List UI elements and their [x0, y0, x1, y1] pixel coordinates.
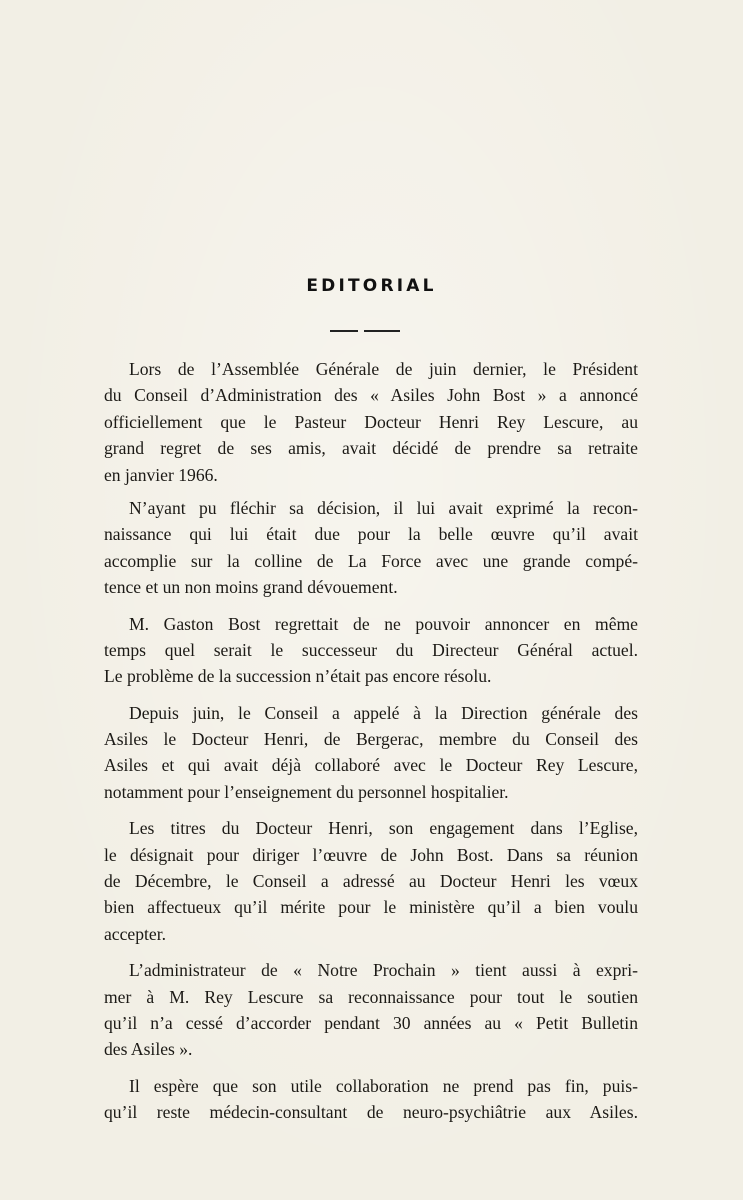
- text-line: Lors de l’Assemblée Générale de juin dernier, le Président: [129, 359, 638, 379]
- text-line: L’administrateur de « Notre Prochain » tient aussi à expri-: [129, 960, 638, 981]
- text-line: tence et un non moins grand dévouement.: [104, 577, 398, 598]
- text-line: notamment pour l’enseignement du personnel hospitalier.: [104, 781, 509, 802]
- paragraph-4: [104, 700, 638, 806]
- paragraph-2: [104, 495, 638, 601]
- text-line: accepter.: [104, 923, 167, 944]
- paragraph-5: [104, 815, 638, 947]
- text-line: M. Gaston Bost regrettait de ne pouvoir annoncer en même: [129, 613, 638, 634]
- title-rule-right: [364, 330, 400, 332]
- text-line: naissance qui lui était due pour la belle œuvre qu’il avait: [104, 524, 638, 545]
- text-line: accomplie sur la colline de La Force avec une grande compé-: [104, 550, 638, 571]
- text-line: qu’il reste médecin-consultant de neuro-psychiâtrie aux Asiles.: [104, 1102, 638, 1123]
- text-line: mer à M. Rey Lescure sa reconnaissance pour tout le soutien: [104, 986, 638, 1007]
- text-line: Il espère que son utile collaboration ne prend pas fin, puis-: [129, 1075, 638, 1096]
- text-line: Depuis juin, le Conseil a appelé à la Direction générale des: [129, 702, 638, 723]
- text-line: Les titres du Docteur Henri, son engagement dans l’Eglise,: [129, 818, 638, 839]
- text-line: Asiles et qui avait déjà collaboré avec le Docteur Rey Lescure,: [104, 755, 638, 776]
- paragraph-3: [104, 611, 638, 690]
- text-line: le désignait pour diriger l’œuvre de John Bost. Dans sa réunion: [104, 844, 638, 865]
- text-line: Asiles le Docteur Henri, de Bergerac, membre du Conseil des: [104, 729, 638, 750]
- text-line: qu’il n’a cessé d’accorder pendant 30 années au « Petit Bulletin: [104, 1012, 638, 1033]
- article-body: [104, 356, 638, 1136]
- page-title: EDITORIAL: [306, 276, 437, 296]
- text-line: grand regret de ses amis, avait décidé de prendre sa retraite: [104, 438, 638, 459]
- text-line: N’ayant pu fléchir sa décision, il lui avait exprimé la recon-: [129, 497, 638, 518]
- text-line: bien affectueux qu’il mérite pour le ministère qu’il a bien voulu: [104, 897, 638, 918]
- text-line: des Asiles ».: [104, 1039, 193, 1060]
- text-line: temps quel serait le successeur du Directeur Général actuel.: [104, 639, 638, 660]
- text-line: en janvier 1966.: [104, 464, 218, 485]
- text-line: officiellement que le Pasteur Docteur Henri Rey Lescure, au: [104, 411, 638, 432]
- text-line: de Décembre, le Conseil a adressé au Docteur Henri les vœux: [104, 871, 638, 892]
- text-line: Le problème de la succession n’était pas encore résolu.: [104, 666, 492, 687]
- paragraph-1: [104, 356, 638, 488]
- text-line: du Conseil d’Administration des « Asiles John Bost » a annoncé: [104, 385, 638, 406]
- title-rule-left: [330, 330, 358, 332]
- paragraph-7: [104, 1073, 638, 1126]
- paragraph-6: [104, 957, 638, 1063]
